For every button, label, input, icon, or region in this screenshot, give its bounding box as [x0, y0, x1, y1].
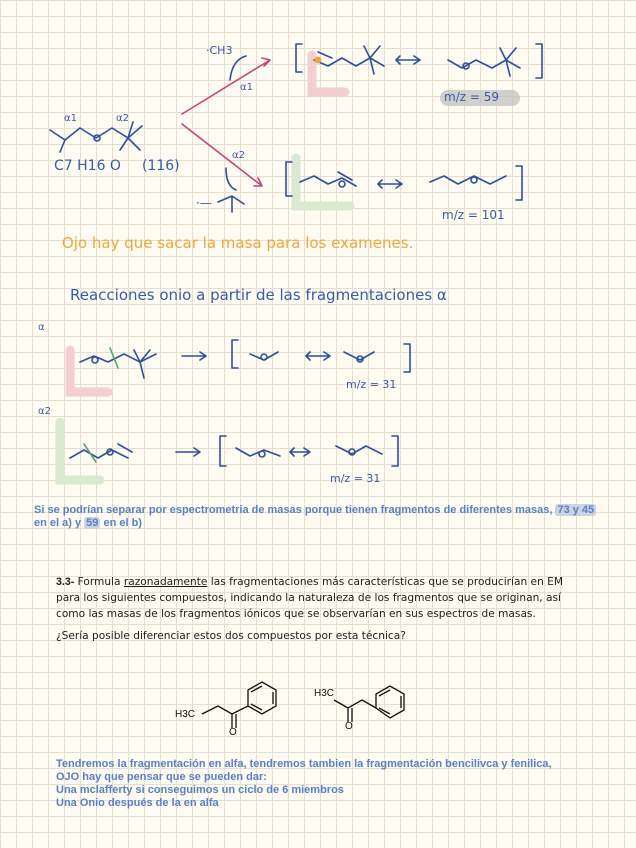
answer-line2-prefix: en el a) y [34, 517, 85, 529]
structures-ink [50, 44, 542, 466]
highlighted-mass-b: 59 [86, 517, 99, 529]
final-answer-line3: Una mclafferty si conseguimos un ciclo de 6 miembros [56, 784, 344, 796]
highlight-dot [315, 57, 321, 63]
oxygen-right-label: O [345, 721, 353, 732]
highlight-marks [60, 55, 520, 480]
propiophenone-structure [202, 682, 276, 728]
phenylacetone-structure [334, 686, 404, 722]
h3c-left-label: H3C [175, 709, 196, 720]
final-answer-line2: OJO hay que pensar que se pueden dar: [56, 771, 267, 783]
mz-31-second-label: m/z = 31 [330, 472, 381, 485]
oxygen-left-label: O [229, 727, 237, 738]
exam-note: Ojo hay que sacar la masa para los examenes. [62, 234, 414, 252]
question-sub: ¿Sería posible diferenciar estos dos compuestos por esta técnica? [56, 630, 406, 642]
ch3-radical-label: ·CH3 [206, 44, 233, 57]
question-number: 3.3- [56, 576, 75, 588]
molecular-formula: C7 H16 O [54, 158, 121, 174]
radical-label: ·— [196, 196, 212, 210]
question-text-a: Formula [74, 576, 124, 588]
h3c-right-label: H3C [314, 688, 335, 699]
question-text-b: las fragmentaciones más características que se producirían en EM para los siguientes compuestos, indicando la naturaleza de los fragmentos que se originan, así como las masas de los fragmentos iónicos que se observarían en sus espectros de masas. [56, 576, 563, 620]
onio-section-title: Reacciones onio a partir de las fragmentaciones α [70, 286, 447, 304]
final-answer [56, 758, 552, 810]
alpha2-right-label: α2 [116, 113, 129, 124]
answer-line2-suffix: en el b) [100, 517, 142, 529]
final-answer-line1: Tendremos la fragmentación en alfa, tendremos tambien la fragmentación bencilivca y fenilica, [56, 758, 552, 770]
question-underlined-word: razonadamente [123, 576, 208, 588]
alpha-row1-label: α [38, 322, 45, 333]
answer-line1-text: Si se podrían separar por espectrometria de masas porque tienen fragmentos de diferentes masas, [34, 504, 556, 516]
highlighted-masses-a: 73 y 45 [557, 504, 595, 516]
alpha1-arrow-label: α1 [240, 82, 253, 93]
question-statement [56, 574, 576, 622]
mz-101-label: m/z = 101 [442, 208, 505, 222]
mz-59-label: m/z = 59 [444, 90, 499, 104]
answer-paragraph [34, 504, 630, 530]
alpha1-left-label: α1 [64, 113, 77, 124]
alpha2-arrow-label: α2 [232, 150, 245, 161]
mz-31-first-label: m/z = 31 [346, 378, 397, 391]
alpha2-row2-label: α2 [38, 406, 51, 417]
question-3-3 [56, 574, 576, 650]
final-answer-line4: Una Onio después de la en alfa [56, 797, 219, 809]
molecular-mass: (116) [142, 158, 180, 174]
